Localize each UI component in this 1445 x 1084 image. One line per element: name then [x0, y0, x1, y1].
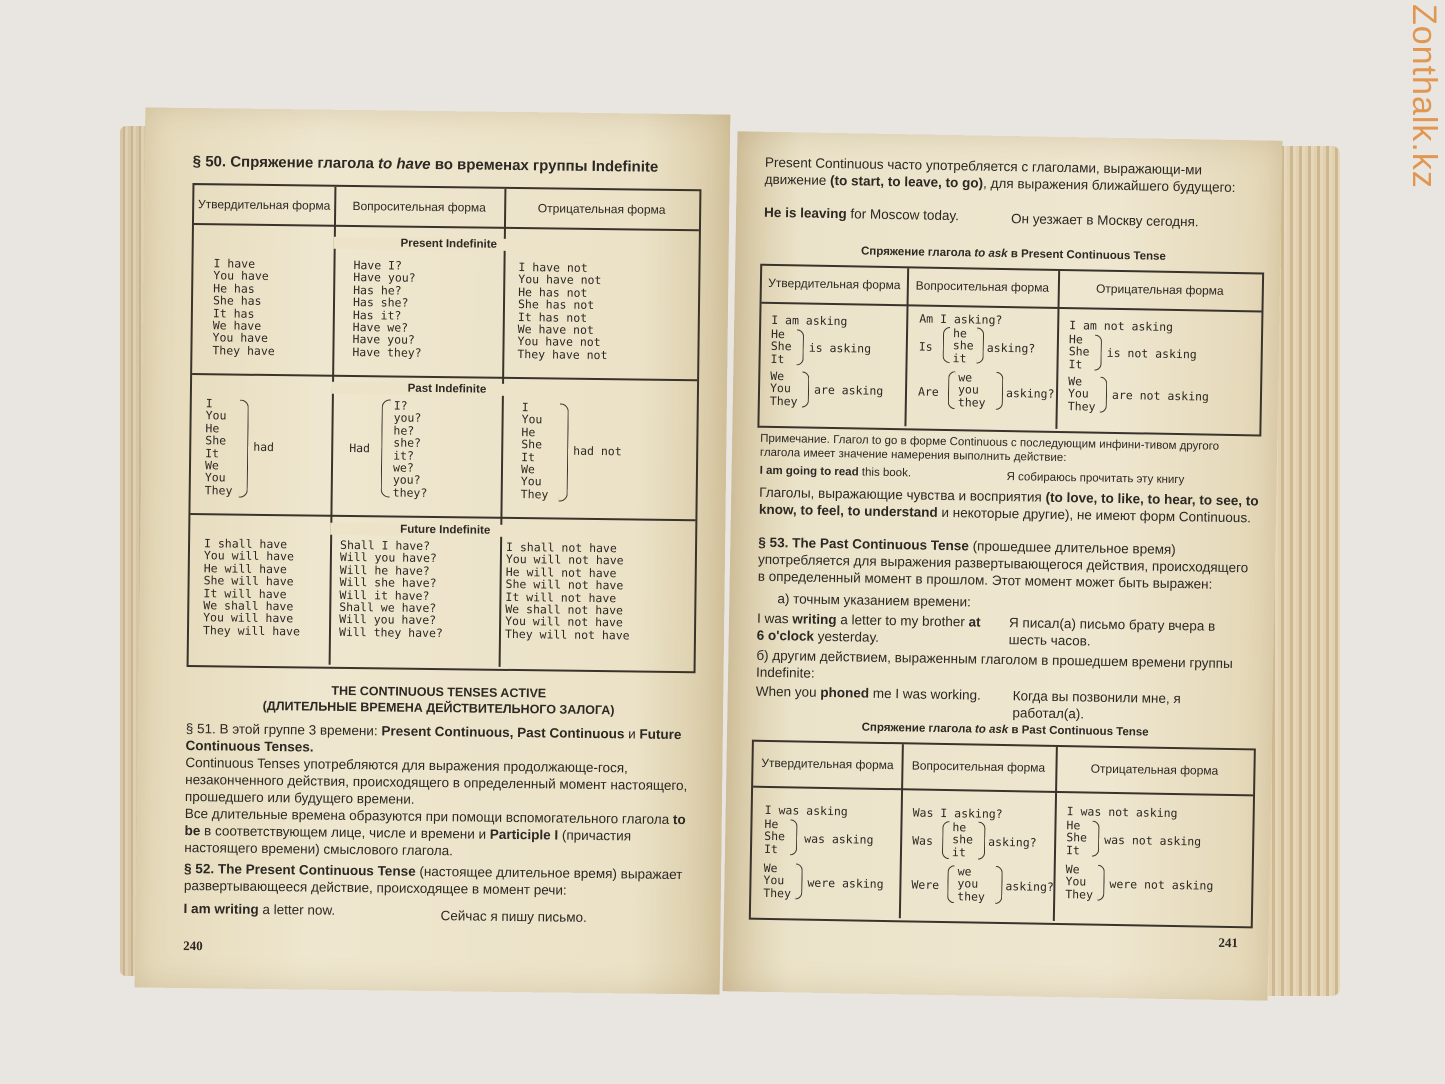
present-indefinite-label: Present Indefinite — [334, 237, 564, 252]
future-indefinite-label: Future Indefinite — [330, 523, 560, 538]
future-affirmative: I shall have You will have He will have She will have It will have We shall have You will have They will have — [202, 536, 301, 639]
heading-suffix: во временах группы Indefinite — [430, 155, 659, 176]
t2-aff-verb-1: was asking — [804, 831, 874, 847]
perception-verbs-paragraph — [759, 484, 1260, 527]
heading-verb: to have — [377, 155, 431, 173]
t1-int-verb-1: Is — [918, 339, 933, 354]
table1-caption — [763, 244, 1263, 265]
t1-aff-first: I am asking — [771, 312, 848, 329]
t1-neg-first: I am not asking — [1069, 318, 1174, 334]
t2-aff-verb-2: were asking — [807, 875, 884, 891]
t1-int-asking-1: asking? — [986, 340, 1036, 356]
ex1-en-b: for Moscow today. — [846, 206, 960, 224]
open-book — [100, 96, 1350, 996]
note-ex-en-a: I am going to read — [759, 464, 859, 479]
left-page — [135, 107, 731, 994]
example-2-en — [757, 610, 988, 648]
t2-int-asking-1: asking? — [988, 834, 1037, 850]
watermark-text: Zonthalk.kz — [1405, 4, 1443, 189]
example-present-continuous-en — [184, 900, 424, 920]
col-header-negative: Отрицательная форма — [537, 201, 666, 217]
future-interrogative: Shall I have? Will you have? Will he have? Will she have? Will it have? Shall we have? Will you have? Will they have? — [338, 537, 443, 640]
page-number-left: 240 — [183, 937, 203, 954]
p51-f: Все длительные времена образуются при помощи вспомогательного глагола — [184, 805, 673, 827]
ex3-en-a: When you — [755, 683, 821, 700]
t1-neg-verb-1: is not asking — [1106, 345, 1197, 362]
page-number-right: 241 — [1218, 934, 1239, 951]
example-3-en — [756, 683, 986, 704]
t2-int-pronouns-1: he she it — [951, 820, 974, 860]
t2-int-pronouns-2: we you they — [957, 864, 986, 904]
note-to-go: Примечание. Глагол to go в форме Continuous с последующим инфини-тивом другого глагола имеет значение намерения выполнить действие: — [759, 432, 1220, 465]
past-negative-pronouns: I You He She It We You They — [520, 400, 549, 502]
table1-caption-b: to ask — [974, 247, 1008, 261]
ex1-en-a: He is leaving — [764, 204, 847, 222]
table2-caption-b: to ask — [974, 723, 1009, 737]
p51-i: Participle I — [489, 826, 559, 843]
t1-col-header-negative: Отрицательная форма — [1095, 281, 1224, 298]
ex2-en-b: writing — [792, 611, 837, 628]
example-1-en — [764, 204, 964, 224]
p51-a: § 51. В этой группе 3 времени: — [185, 721, 382, 739]
indefinite-table — [187, 183, 702, 673]
continuous-section-subtitle: (ДЛИТЕЛЬНЫЕ ВРЕМЕНА ДЕЙСТВИТЕЛЬНОГО ЗАЛОГА) — [262, 698, 615, 718]
t2-col-header-negative: Отрицательная форма — [1090, 761, 1219, 778]
item-b: б) другим действием, выраженным глаголом в прошедшем времени группы Indefinite: — [755, 647, 1233, 681]
t1-neg-verb-2: are not asking — [1111, 387, 1210, 404]
present-continuous-table — [757, 264, 1264, 437]
verbs-c: и некоторые другие), не имеют форм Continuous. — [937, 504, 1252, 526]
intro-b: часто употребляется с глаголами, выражающи-ми движение — [764, 156, 1203, 188]
past-continuous-table — [749, 740, 1256, 929]
right-page — [723, 131, 1283, 1000]
p51-j: (причастия настоящего времени) смыслового глагола. — [184, 827, 632, 859]
p52-a: § 52. The Present Continuous Tense — [184, 860, 416, 879]
ex3-en-b: phoned — [820, 684, 870, 701]
left-page-heading — [193, 153, 713, 176]
t2-int-verb-1: Was — [912, 833, 934, 848]
t1-neg-pronouns-2: We You They — [1067, 374, 1096, 414]
t1-col-header-affirmative: Утвердительная форма — [768, 275, 901, 293]
example-1-ru: Он уезжает в Москву сегодня. — [1010, 211, 1199, 230]
t2-neg-verb-1: was not asking — [1104, 832, 1202, 849]
t2-aff-pronouns-2: We You They — [763, 860, 792, 901]
ex3-en-c: me I was working. — [868, 685, 981, 703]
p51-b: Present Continuous, Past Continuous — [381, 723, 625, 742]
intro-paragraph — [765, 154, 1266, 197]
t2-neg-first: I was not asking — [1066, 804, 1178, 821]
note-example-en — [760, 464, 960, 481]
verbs-b: (to love, to like, to hear, to see, to know, to feel, to understand — [758, 489, 1259, 520]
ex2-en-e: yesterday. — [813, 628, 880, 645]
present-negative: I have not You have not He has not She has not It has not We have not You have not They have not — [517, 260, 608, 362]
heading-prefix: § 50. Спряжение глагола — [192, 153, 379, 173]
intro-a: Present Continuous — [764, 154, 884, 172]
t1-int-pronouns-1: he she it — [952, 326, 974, 366]
t2-aff-first: I was asking — [764, 802, 848, 819]
verbs-a: Глаголы, выражающие чувства и восприятия — [759, 484, 1046, 505]
t2-aff-pronouns-1: He She It — [763, 816, 786, 856]
t2-col-header-interrogative: Вопросительная форма — [911, 758, 1046, 775]
intro-c: (to start, to leave, to go) — [829, 172, 984, 191]
p51-c: и — [628, 726, 640, 742]
example-present-continuous-ru: Сейчас я пишу письмо. — [440, 908, 587, 925]
ex2-en-c: a letter to my brother — [836, 612, 969, 630]
present-affirmative: I have You have He has She has It has We have You have They have — [212, 256, 275, 358]
example-3-ru: Когда вы позвонили мне, я работал(а). — [1012, 688, 1181, 722]
p51-e: Continuous Tenses употребляются для выражения продолжающе-гося, незаконченного действия, происходящего в определенный момент настоящего, прошедшего или будущего времени. — [184, 754, 688, 807]
ex-en-a: I am writing — [183, 900, 259, 917]
t1-neg-pronouns-1: He She It — [1068, 332, 1090, 372]
p51-d: Future Continuous Tenses. — [185, 726, 682, 755]
paragraph-53 — [758, 534, 1259, 594]
p51-h: в соответствующем лице, числе и времени и — [200, 823, 490, 842]
note-ex-en-b: this book. — [858, 466, 912, 480]
t2-int-first: Was I asking? — [912, 805, 1003, 822]
t1-aff-pronouns-1: He She It — [770, 326, 792, 366]
t2-neg-pronouns-1: He She It — [1065, 818, 1088, 858]
t1-int-verb-2: Are — [917, 384, 939, 399]
p53-b: (прошедшее длительное время) употребляется для выражения развертывающегося действия, происходящего в определенный момент в прошлом. Этот момент может быть выражен: — [757, 538, 1249, 592]
past-interrogative-verb: Had — [349, 440, 371, 456]
t1-col-header-interrogative: Вопросительная форма — [915, 278, 1050, 295]
table2-caption-a: Спряжение глагола — [861, 721, 976, 736]
present-interrogative: Have I? Have you? Has he? Has she? Has it? Have we? Have you? Have they? — [352, 258, 422, 360]
ex2-en-d: at 6 o'clock — [756, 614, 981, 644]
ex2-en-a: I was — [756, 610, 793, 627]
table1-caption-c: в Present Continuous Tense — [1007, 248, 1166, 263]
example-2-ru: Я писал(а) письмо брату вчера в шесть часов. — [1008, 615, 1216, 649]
future-negative: I shall not have You will not have He will not have She will not have It will not have We shall not have You will not have They will not have — [504, 539, 630, 643]
t2-neg-pronouns-2: We You They — [1065, 862, 1094, 902]
t1-aff-verb-2: are asking — [813, 382, 884, 398]
col-header-interrogative: Вопросительная форма — [352, 198, 486, 215]
past-indefinite-label: Past Indefinite — [332, 382, 562, 397]
t2-int-verb-2: Were — [911, 877, 940, 892]
t2-int-asking-2: asking? — [1005, 879, 1054, 894]
continuous-section-title: THE CONTINUOUS TENSES ACTIVE — [331, 683, 547, 701]
item-a: а) точным указанием времени: — [777, 591, 971, 610]
paragraph-52 — [184, 860, 699, 900]
p52-b: (настоящее длительное время) выражает развертывающееся действие, происходящее в момент речи: — [183, 863, 683, 898]
past-interrogative-pronouns: I? you? he? she? it? we? you? they? — [392, 398, 428, 500]
intro-d: , для выражения ближайшего будущего: — [982, 175, 1236, 196]
past-affirmative-verb: had — [253, 439, 275, 455]
t1-aff-pronouns-2: We You They — [769, 368, 798, 409]
col-header-affirmative: Утвердительная форма — [197, 197, 331, 213]
ex-en-b: a letter now. — [258, 901, 336, 918]
past-affirmative-pronouns: I You He She It We You They — [204, 396, 233, 498]
table1-caption-a: Спряжение глагола — [860, 245, 975, 260]
paragraph-51 — [184, 720, 701, 862]
t1-int-first: Am I asking? — [919, 311, 1003, 327]
t2-col-header-affirmative: Утвердительная форма — [761, 755, 894, 773]
past-negative-verb: had not — [573, 443, 622, 459]
t1-int-asking-2: asking? — [1005, 386, 1055, 401]
t2-neg-verb-2: were not asking — [1109, 876, 1214, 893]
note-example-ru: Я собираюсь прочитать эту книгу — [1006, 471, 1185, 487]
p51-g: to be — [184, 811, 686, 839]
p53-a: § 53. The Past Continuous Tense — [758, 534, 970, 554]
t1-int-pronouns-2: we you they — [957, 370, 986, 410]
table2-caption-c: в Past Continuous Tense — [1008, 724, 1149, 739]
t1-aff-verb-1: is asking — [808, 340, 872, 356]
